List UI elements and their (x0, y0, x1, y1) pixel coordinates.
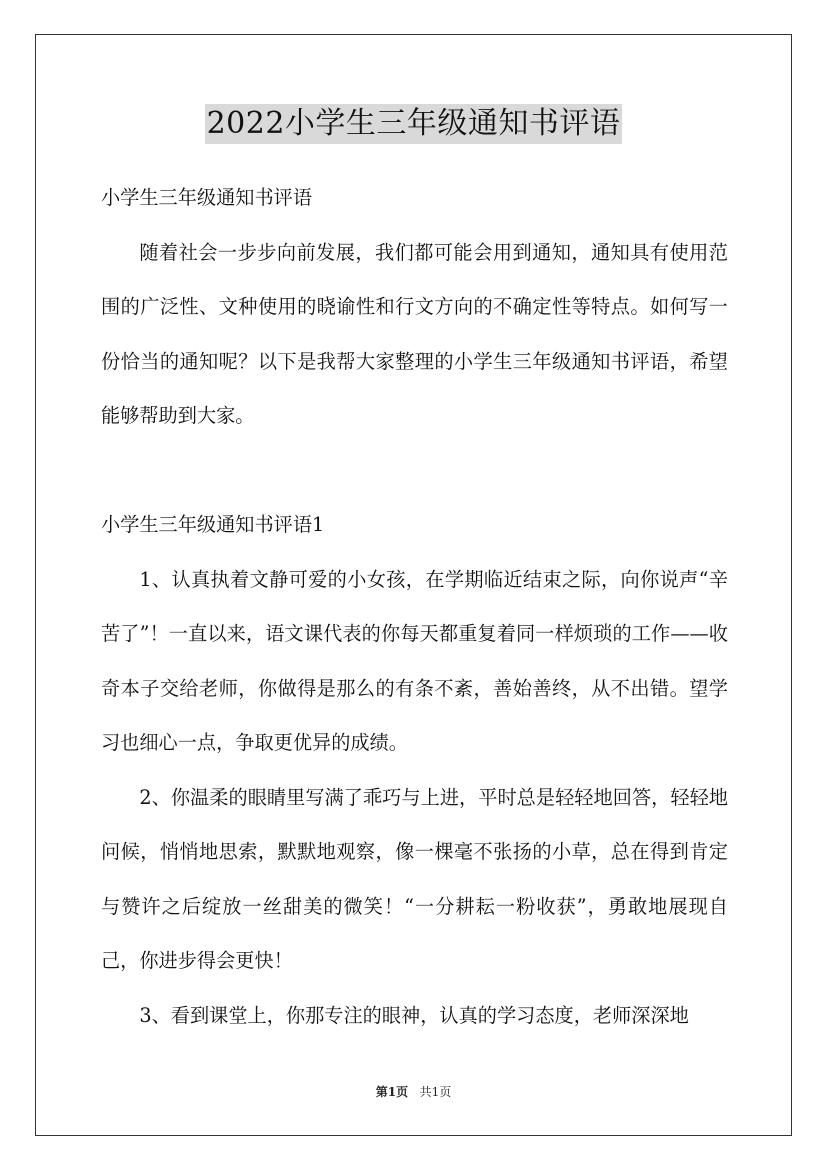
blank-line (101, 444, 728, 499)
page-total: 共1页 (419, 1085, 452, 1099)
comment-item-1: 1、认真执着文静可爱的小女孩，在学期临近结束之际，向你说声“辛苦了”！一直以来，语文课代表的你每天都重复着同一样烦琐的工作——收奇本子交给老师，你做得是那么的有条不紊，善始善终，从不出错。望学习也细心一点，争取更优异的成绩。 (101, 567, 728, 754)
document-title: 2022小学生三年级通知书评语 (205, 104, 623, 144)
comment-item-3: 3、看到课堂上，你那专注的眼神，认真的学习态度，老师深深地 (139, 1003, 689, 1027)
page-number: 第1页 (375, 1085, 409, 1099)
document-body (101, 171, 728, 1043)
intro-paragraph: 随着社会一步步向前发展，我们都可能会用到通知，通知具有使用范围的广泛性、文种使用的晓谕性和行文方向的不确定性等特点。如何写一份恰当的通知呢？以下是我帮大家整理的小学生三年级通知书评语，希望能够帮助到大家。 (101, 240, 728, 427)
page-footer (0, 1083, 827, 1101)
comment-item-2: 2、你温柔的眼睛里写满了乖巧与上进，平时总是轻轻地回答，轻轻地问候，悄悄地思索，默默地观察，像一棵毫不张扬的小草，总在得到肯定与赞许之后绽放一丝甜美的微笑！“一分耕耘一粉收获”，勇敢地展现自己，你进步得会更快！ (101, 785, 728, 972)
title-container (0, 104, 827, 144)
section-heading: 小学生三年级通知书评语1 (101, 513, 325, 536)
intro-heading: 小学生三年级通知书评语 (101, 186, 313, 209)
